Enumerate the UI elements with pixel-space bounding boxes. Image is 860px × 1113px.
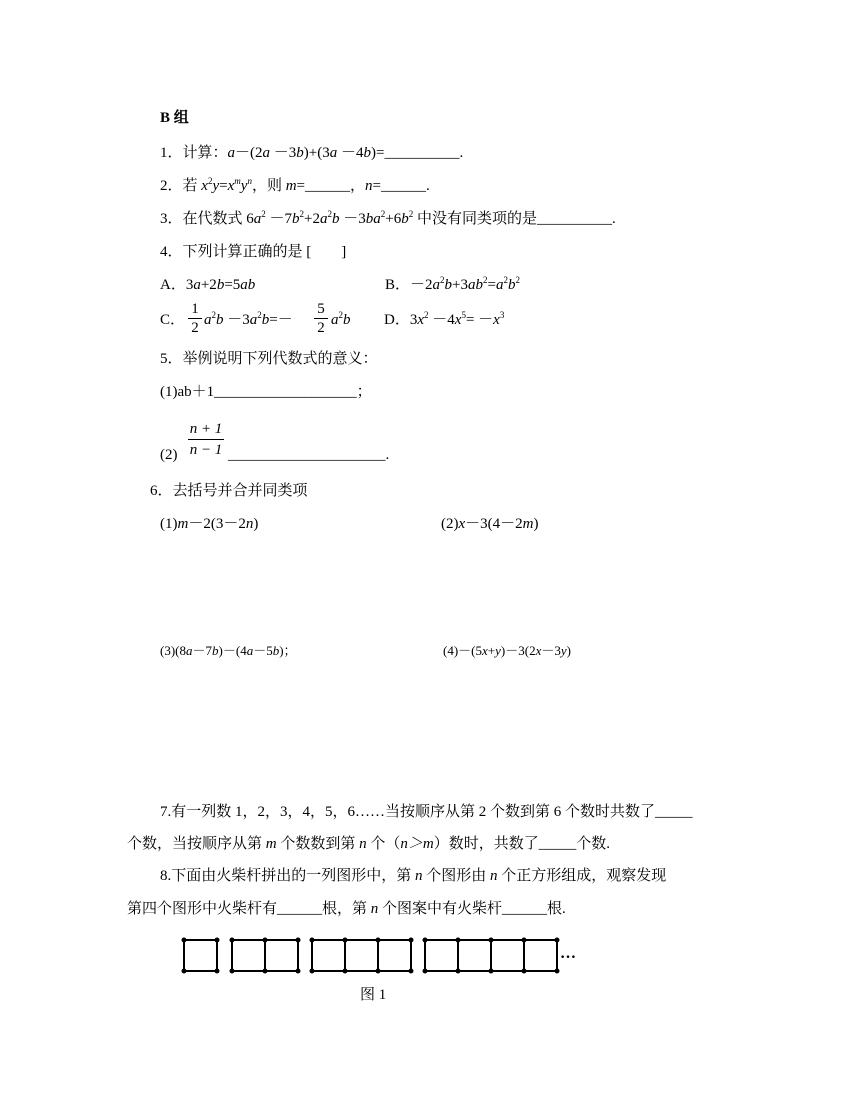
option-a: A．3a+2b=5ab [160,277,256,293]
question-6-title: 6．去括号并合并同类项 [150,483,308,499]
option-b: B．$-2a^2b+3ab^2=a^2b^2$ [385,275,520,293]
option-d: D．$3x^2 -4x^5= -x^3$ [384,310,505,328]
question-4-stem: 4．下列计算正确的是 [ ] [160,244,347,260]
matchstick-square [184,940,217,971]
option-c-mid: $a^2b -3a^2b=-$ [204,310,293,328]
group-title: B 组 [160,110,189,126]
question-6-part-4: (4)－(5x+y)－3(2x－3y) [443,643,572,658]
figure-ellipsis: … [560,945,576,962]
question-8-line-2: 第四个图形中火柴杆有______根，第 n 个图案中有火柴杆______根. [127,901,566,917]
question-3: 3．在代数式 $6a^2 -7b^2+2a^2b -3ba^2+6b^2$ 中没有同类项的是__________. [160,209,616,227]
matchstick-rect-3 [312,940,411,971]
option-c-label: C． [160,312,186,328]
fraction-n: $\frac{n + 1}{n - 1}$ [189,421,223,458]
figure-caption: 图 1 [360,987,387,1003]
matchstick-figure [176,934,596,984]
question-7-line-1: 7.有一列数 1，2，3，4，5，6……当按顺序从第 2 个数到第 6 个数时共数了_____ [160,804,693,820]
question-5-stem: 5．举例说明下列代数式的意义： [160,351,378,367]
question-5-part-2-blank: _____________________. [228,447,390,463]
question-1: 1．计算：a－(2a －3b)+(3a －4b)=__________. [160,145,464,161]
question-6-part-3: (3)(8a－7b)－(4a－5b)； [160,643,297,658]
option-c-end: $a^2b$ [331,310,351,328]
question-7-line-2: 个数，当按顺序从第 m 个数数到第 n 个（n＞m）数时，共数了_____个数. [127,836,610,852]
question-6-part-2: (2)x－3(4－2m) [441,516,539,532]
fraction-five-half: $\frac{5}{2}$ [314,300,328,337]
fraction-half-1: $\frac{1}{2}$ [188,300,202,337]
question-5-part-1: (1)ab＋1___________________； [160,384,372,400]
question-8-line-1: 8.下面由火柴杆拼出的一列图形中，第 n 个图形由 n 个正方形组成，观察发现 [160,868,667,884]
question-2: 2．若 $x^2y=x^my^n$，则 m=______，n=______. [160,176,430,194]
question-5-part-2-label: (2) [160,447,178,463]
question-6-part-1: (1)m－2(3－2n) [160,516,259,532]
